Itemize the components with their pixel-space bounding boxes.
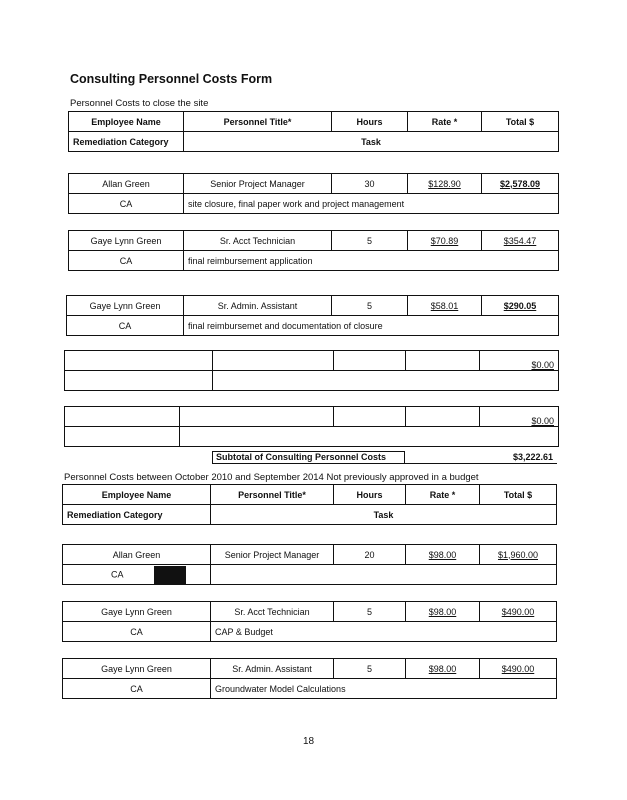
category-cell[interactable]: CA [69, 251, 184, 271]
cost-entry [68, 173, 559, 214]
task-cell[interactable]: final reimbursemet and documentation of closure [184, 316, 559, 336]
task-cell[interactable] [180, 427, 559, 447]
personnel-title-cell[interactable]: Sr. Acct Technician [211, 602, 334, 622]
personnel-title-cell[interactable] [180, 407, 334, 427]
total-cell: $0.00 [480, 351, 559, 371]
total-cell: $0.00 [480, 407, 559, 427]
header-total: Total $ [482, 112, 559, 132]
hours-cell[interactable] [334, 351, 406, 371]
employee-name-cell[interactable] [65, 351, 213, 371]
rate-cell[interactable]: $70.89 [408, 231, 482, 251]
personnel-title-cell[interactable]: Sr. Admin. Assistant [211, 659, 334, 679]
header-hours: Hours [332, 112, 408, 132]
cost-entry [62, 601, 557, 642]
header-rate: Rate * [408, 112, 482, 132]
rate-cell[interactable]: $128.90 [408, 174, 482, 194]
cost-entry [62, 544, 557, 585]
rate-cell[interactable]: $58.01 [408, 296, 482, 316]
hours-cell[interactable]: 5 [334, 602, 406, 622]
category-cell[interactable] [65, 371, 213, 391]
section2-caption: Personnel Costs between October 2010 and September 2014 Not previously approved in a budget [64, 472, 479, 483]
category-cell[interactable]: CA [63, 679, 211, 699]
hours-cell[interactable] [334, 407, 406, 427]
hours-cell[interactable]: 5 [334, 659, 406, 679]
header-remediation-category: Remediation Category [63, 505, 211, 525]
category-cell[interactable] [65, 427, 180, 447]
total-cell: $2,578.09 [482, 174, 559, 194]
header-hours: Hours [334, 485, 406, 505]
category-cell[interactable]: CA [67, 316, 184, 336]
rate-cell[interactable] [406, 351, 480, 371]
category-cell[interactable]: CA [69, 194, 184, 214]
subtotal-label: Subtotal of Consulting Personnel Costs [212, 451, 405, 464]
header-remediation-category: Remediation Category [69, 132, 184, 152]
form-title: Consulting Personnel Costs Form [70, 72, 273, 86]
hours-cell[interactable]: 20 [334, 545, 406, 565]
category-text: CA [111, 568, 124, 579]
rate-cell[interactable]: $98.00 [406, 602, 480, 622]
header-personnel-title: Personnel Title* [211, 485, 334, 505]
task-cell[interactable]: Groundwater Model Calculations [211, 679, 557, 699]
header-task: Task [184, 132, 559, 152]
employee-name-cell[interactable]: Gaye Lynn Green [63, 659, 211, 679]
rate-cell[interactable]: $98.00 [406, 659, 480, 679]
section2-header-table [62, 484, 557, 525]
cost-entry [64, 350, 559, 391]
employee-name-cell[interactable]: Gaye Lynn Green [63, 602, 211, 622]
employee-name-cell[interactable]: Allan Green [63, 545, 211, 565]
employee-name-cell[interactable]: Allan Green [69, 174, 184, 194]
hours-cell[interactable]: 30 [332, 174, 408, 194]
employee-name-cell[interactable]: Gaye Lynn Green [67, 296, 184, 316]
rate-cell[interactable]: $98.00 [406, 545, 480, 565]
section1-header-table [68, 111, 559, 152]
hours-cell[interactable]: 5 [332, 231, 408, 251]
total-cell: $490.00 [480, 602, 557, 622]
total-cell: $354.47 [482, 231, 559, 251]
section1-caption: Personnel Costs to close the site [70, 98, 209, 109]
header-employee-name: Employee Name [63, 485, 211, 505]
cost-entry [64, 406, 559, 447]
task-cell[interactable] [213, 371, 559, 391]
header-total: Total $ [480, 485, 557, 505]
header-task: Task [211, 505, 557, 525]
employee-name-cell[interactable] [65, 407, 180, 427]
total-cell: $490.00 [480, 659, 557, 679]
subtotal-value: $3,222.61 [405, 451, 557, 464]
personnel-title-cell[interactable]: Sr. Admin. Assistant [184, 296, 332, 316]
task-cell[interactable]: site closure, final paper work and project management [184, 194, 559, 214]
personnel-title-cell[interactable]: Sr. Acct Technician [184, 231, 332, 251]
header-personnel-title: Personnel Title* [184, 112, 332, 132]
cost-entry [68, 230, 559, 271]
header-employee-name: Employee Name [69, 112, 184, 132]
total-cell: $1,960.00 [480, 545, 557, 565]
header-rate: Rate * [406, 485, 480, 505]
category-cell[interactable] [63, 565, 211, 585]
rate-cell[interactable] [406, 407, 480, 427]
cost-entry [62, 658, 557, 699]
task-cell[interactable]: final reimbursement application [184, 251, 559, 271]
personnel-title-cell[interactable] [213, 351, 334, 371]
page-number: 18 [303, 736, 315, 747]
personnel-title-cell[interactable]: Senior Project Manager [211, 545, 334, 565]
redaction-block [154, 566, 186, 584]
total-cell: $290.05 [482, 296, 559, 316]
task-cell[interactable] [211, 565, 557, 585]
cost-entry [66, 295, 559, 336]
category-cell[interactable]: CA [63, 622, 211, 642]
hours-cell[interactable]: 5 [332, 296, 408, 316]
employee-name-cell[interactable]: Gaye Lynn Green [69, 231, 184, 251]
personnel-title-cell[interactable]: Senior Project Manager [184, 174, 332, 194]
task-cell[interactable]: CAP & Budget [211, 622, 557, 642]
subtotal-row [212, 451, 557, 464]
